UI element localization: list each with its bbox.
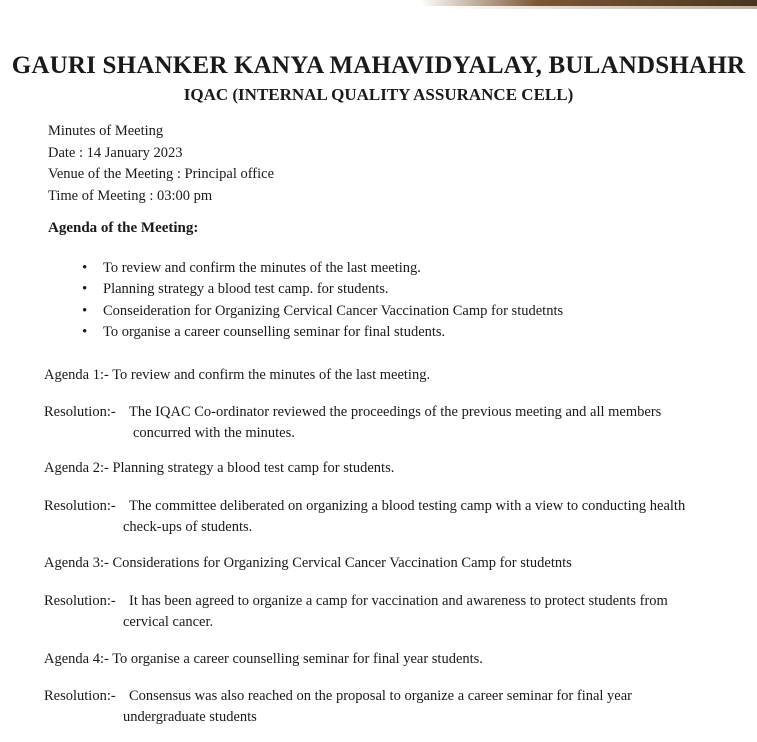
resolution-text-line: It has been agreed to organize a camp for vaccination and awareness to protect students from [129, 593, 668, 609]
resolution-label: Resolution:- [44, 688, 116, 704]
agenda-4: Agenda 4:- To organise a career counselling seminar for final year students. [44, 651, 483, 667]
resolution-1 [44, 402, 754, 444]
agenda-1: Agenda 1:- To review and confirm the minutes of the last meeting. [44, 367, 431, 383]
meeting-date: Date : 14 January 2023 [48, 144, 183, 161]
meeting-venue: Venue of the Meeting : Principal office [48, 166, 275, 182]
agenda-heading: Agenda of the Meeting: [48, 220, 199, 236]
cell-name: IQAC (INTERNAL QUALITY ASSURANCE CELL) [183, 85, 574, 104]
meeting-time: Time of Meeting : 03:00 pm [48, 187, 213, 204]
resolution-text-line: The committee deliberated on organizing a blood testing camp with a view to conducting health [129, 498, 686, 514]
resolution-3 [44, 591, 754, 633]
agenda-list-item: • To review and confirm the minutes of the last meeting. [82, 258, 563, 279]
agenda-list-item: • Planning strategy a blood test camp. for students. [82, 279, 563, 300]
resolution-label: Resolution:- [44, 404, 116, 420]
meeting-meta [48, 121, 274, 207]
resolution-2 [44, 496, 754, 538]
resolution-text-line: Consensus was also reached on the proposal to organize a career seminar for final year [129, 688, 633, 704]
resolution-text-line: cervical cancer. [123, 614, 214, 630]
agenda-2: Agenda 2:- Planning strategy a blood test camp for students. [44, 460, 395, 476]
resolution-text-line: check-ups of students. [123, 519, 253, 535]
resolution-4 [44, 686, 754, 728]
resolution-label: Resolution:- [44, 593, 116, 609]
doc-type: Minutes of Meeting [48, 123, 164, 139]
resolution-text-line: concurred with the minutes. [133, 425, 295, 441]
agenda-list-item: • To organise a career counselling seminar for final students. [82, 322, 563, 343]
resolution-text-line: The IQAC Co-ordinator reviewed the proceedings of the previous meeting and all members [129, 404, 662, 420]
resolution-label: Resolution:- [44, 498, 116, 514]
agenda-list-item: • Conseideration for Organizing Cervical Cancer Vaccination Camp for studetnts [82, 301, 563, 322]
resolution-text-line: undergraduate students [123, 709, 257, 725]
agenda-3: Agenda 3:- Considerations for Organizing Cervical Cancer Vaccination Camp for studetnts [44, 555, 572, 571]
college-name: GAURI SHANKER KANYA MAHAVIDYALAY, BULANDSHAHR [11, 52, 746, 79]
agenda-list [82, 258, 563, 343]
